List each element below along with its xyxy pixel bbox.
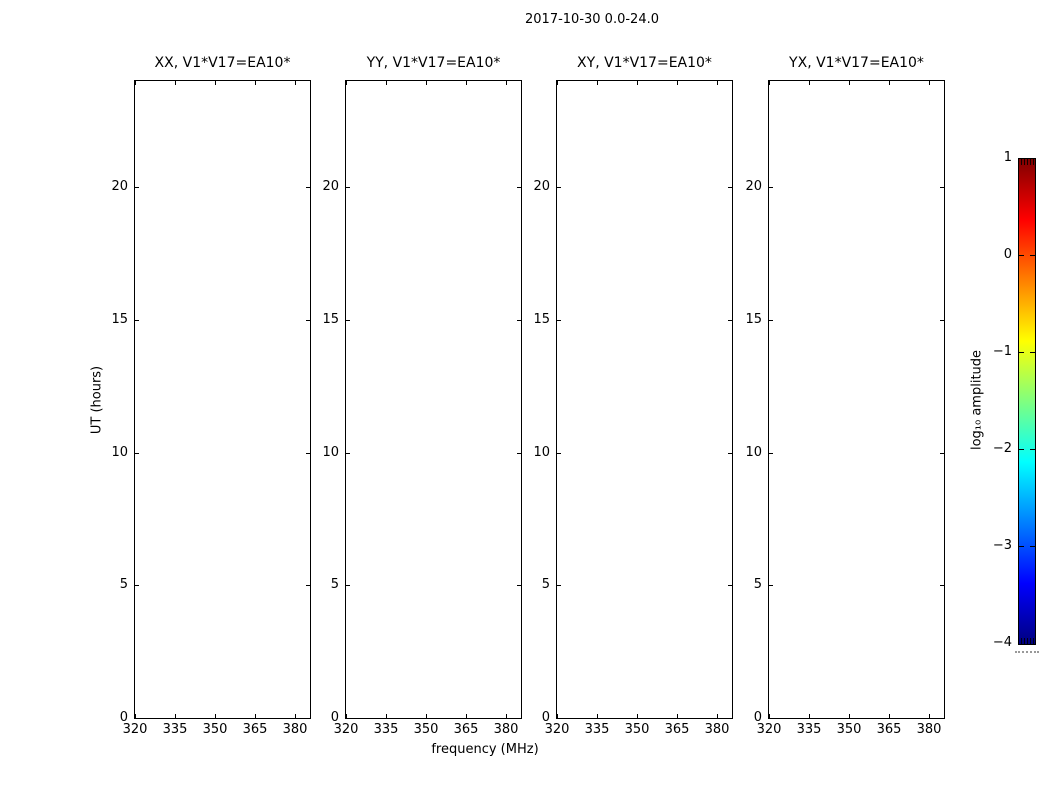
- y-tick-mark: [940, 718, 944, 719]
- subplot-title-xy: XY, V1*V17=EA10*: [577, 55, 712, 71]
- colorbar-tick-mark: [1019, 546, 1024, 547]
- y-tick-label: 20: [745, 179, 762, 194]
- x-tick-mark: [637, 81, 638, 85]
- x-tick-mark: [929, 714, 930, 718]
- y-tick-mark: [135, 320, 139, 321]
- x-tick-mark: [175, 81, 176, 85]
- y-tick-mark: [769, 453, 773, 454]
- colorbar-tick-mark: [1030, 546, 1035, 547]
- colorbar-tick-mark: [1030, 255, 1035, 256]
- x-tick-label: 335: [162, 722, 188, 737]
- x-tick-label: 350: [624, 722, 650, 737]
- x-tick-mark: [386, 81, 387, 85]
- y-tick-label: 0: [330, 710, 339, 725]
- colorbar-tick-label: −1: [992, 344, 1012, 359]
- colorbar-hatch-top: [1024, 159, 1025, 165]
- colorbar-dotted-line: [1015, 651, 1039, 653]
- x-tick-mark: [677, 81, 678, 85]
- colorbar-gradient: [1019, 159, 1035, 644]
- x-tick-mark: [849, 81, 850, 85]
- y-tick-mark: [557, 585, 561, 586]
- y-tick-label: 5: [541, 577, 550, 592]
- x-tick-label: 320: [756, 722, 782, 737]
- x-tick-mark: [215, 81, 216, 85]
- x-tick-label: 380: [916, 722, 942, 737]
- colorbar-hatch-bottom: [1021, 638, 1022, 644]
- y-tick-mark: [557, 718, 561, 719]
- y-tick-mark: [135, 718, 139, 719]
- figure-title: 2017-10-30 0.0-24.0: [525, 12, 659, 27]
- x-tick-label: 365: [453, 722, 479, 737]
- y-tick-label: 10: [533, 445, 550, 460]
- colorbar-tick-label: −2: [992, 441, 1012, 456]
- x-tick-mark: [135, 81, 136, 85]
- y-tick-mark: [769, 718, 773, 719]
- x-tick-mark: [426, 714, 427, 718]
- x-tick-mark: [929, 81, 930, 85]
- x-tick-label: 365: [876, 722, 902, 737]
- y-tick-mark: [557, 320, 561, 321]
- x-tick-mark: [597, 714, 598, 718]
- y-tick-label: 5: [119, 577, 128, 592]
- y-tick-mark: [940, 453, 944, 454]
- y-tick-label: 10: [322, 445, 339, 460]
- x-tick-label: 365: [242, 722, 268, 737]
- x-tick-mark: [426, 81, 427, 85]
- y-tick-mark: [346, 453, 350, 454]
- y-tick-label: 15: [533, 312, 550, 327]
- y-tick-mark: [769, 187, 773, 188]
- x-tick-mark: [295, 81, 296, 85]
- x-tick-mark: [717, 714, 718, 718]
- y-tick-mark: [940, 187, 944, 188]
- x-tick-mark: [769, 81, 770, 85]
- colorbar-hatch-bottom: [1027, 638, 1028, 644]
- colorbar-tick-mark: [1019, 255, 1024, 256]
- colorbar-tick-label: 1: [1003, 150, 1012, 165]
- x-tick-mark: [557, 81, 558, 85]
- x-tick-mark: [466, 714, 467, 718]
- x-tick-label: 350: [836, 722, 862, 737]
- y-tick-mark: [135, 585, 139, 586]
- x-tick-mark: [506, 81, 507, 85]
- y-tick-mark: [346, 585, 350, 586]
- y-tick-label: 5: [330, 577, 339, 592]
- colorbar-tick-label: 0: [1003, 247, 1012, 262]
- y-tick-mark: [557, 453, 561, 454]
- colorbar: [1018, 158, 1036, 645]
- x-tick-label: 350: [413, 722, 439, 737]
- y-tick-label: 20: [322, 179, 339, 194]
- x-tick-mark: [295, 714, 296, 718]
- subplot-box-yy: [345, 80, 522, 719]
- colorbar-tick-label: −3: [992, 538, 1012, 553]
- colorbar-tick-mark: [1019, 449, 1024, 450]
- y-tick-label: 15: [111, 312, 128, 327]
- x-tick-mark: [637, 714, 638, 718]
- colorbar-hatch-top: [1027, 159, 1028, 165]
- y-tick-label: 15: [745, 312, 762, 327]
- x-tick-label: 380: [704, 722, 730, 737]
- y-tick-label: 20: [111, 179, 128, 194]
- x-tick-label: 320: [122, 722, 148, 737]
- x-tick-mark: [889, 714, 890, 718]
- x-tick-label: 380: [493, 722, 519, 737]
- colorbar-tick-label: −4: [992, 635, 1012, 650]
- colorbar-hatch-top: [1030, 159, 1031, 165]
- y-tick-mark: [346, 718, 350, 719]
- colorbar-hatch-bottom: [1033, 638, 1034, 644]
- colorbar-tick-mark: [1030, 352, 1035, 353]
- x-tick-mark: [175, 714, 176, 718]
- subplot-title-xx: XX, V1*V17=EA10*: [154, 55, 291, 71]
- y-tick-label: 15: [322, 312, 339, 327]
- y-tick-label: 10: [745, 445, 762, 460]
- x-tick-mark: [346, 81, 347, 85]
- y-tick-mark: [769, 585, 773, 586]
- colorbar-label: log₁₀ amplitude: [969, 349, 985, 451]
- x-tick-mark: [889, 81, 890, 85]
- x-tick-mark: [215, 714, 216, 718]
- x-tick-mark: [466, 81, 467, 85]
- x-tick-label: 350: [202, 722, 228, 737]
- x-tick-label: 365: [664, 722, 690, 737]
- y-tick-mark: [940, 320, 944, 321]
- x-tick-mark: [255, 714, 256, 718]
- colorbar-hatch-top: [1021, 159, 1022, 165]
- subplot-box-xy: [556, 80, 733, 719]
- y-tick-label: 0: [119, 710, 128, 725]
- subplot-box-yx: [768, 80, 945, 719]
- x-tick-label: 335: [584, 722, 610, 737]
- y-tick-label: 20: [533, 179, 550, 194]
- subplot-title-yy: YY, V1*V17=EA10*: [366, 55, 501, 71]
- y-tick-mark: [769, 320, 773, 321]
- x-tick-mark: [255, 81, 256, 85]
- x-axis-label: frequency (MHz): [431, 742, 539, 757]
- y-tick-mark: [557, 187, 561, 188]
- colorbar-tick-mark: [1019, 352, 1024, 353]
- y-tick-mark: [135, 453, 139, 454]
- x-tick-mark: [809, 714, 810, 718]
- x-tick-mark: [809, 81, 810, 85]
- colorbar-hatch-top: [1033, 159, 1034, 165]
- x-tick-mark: [506, 714, 507, 718]
- subplot-box-xx: [134, 80, 311, 719]
- x-tick-label: 335: [373, 722, 399, 737]
- x-tick-label: 335: [796, 722, 822, 737]
- colorbar-tick-mark: [1030, 449, 1035, 450]
- subplot-title-yx: YX, V1*V17=EA10*: [789, 55, 924, 71]
- y-tick-label: 0: [753, 710, 762, 725]
- y-tick-mark: [346, 187, 350, 188]
- x-tick-mark: [677, 714, 678, 718]
- y-tick-label: 5: [753, 577, 762, 592]
- y-axis-label: UT (hours): [89, 365, 105, 435]
- y-tick-mark: [940, 585, 944, 586]
- y-tick-mark: [135, 187, 139, 188]
- y-tick-mark: [346, 320, 350, 321]
- x-tick-mark: [717, 81, 718, 85]
- x-tick-label: 320: [333, 722, 359, 737]
- x-tick-mark: [386, 714, 387, 718]
- colorbar-hatch-bottom: [1024, 638, 1025, 644]
- y-tick-label: 0: [541, 710, 550, 725]
- x-tick-mark: [849, 714, 850, 718]
- x-tick-label: 320: [544, 722, 570, 737]
- colorbar-hatch-bottom: [1030, 638, 1031, 644]
- x-tick-mark: [597, 81, 598, 85]
- x-tick-label: 380: [282, 722, 308, 737]
- y-tick-label: 10: [111, 445, 128, 460]
